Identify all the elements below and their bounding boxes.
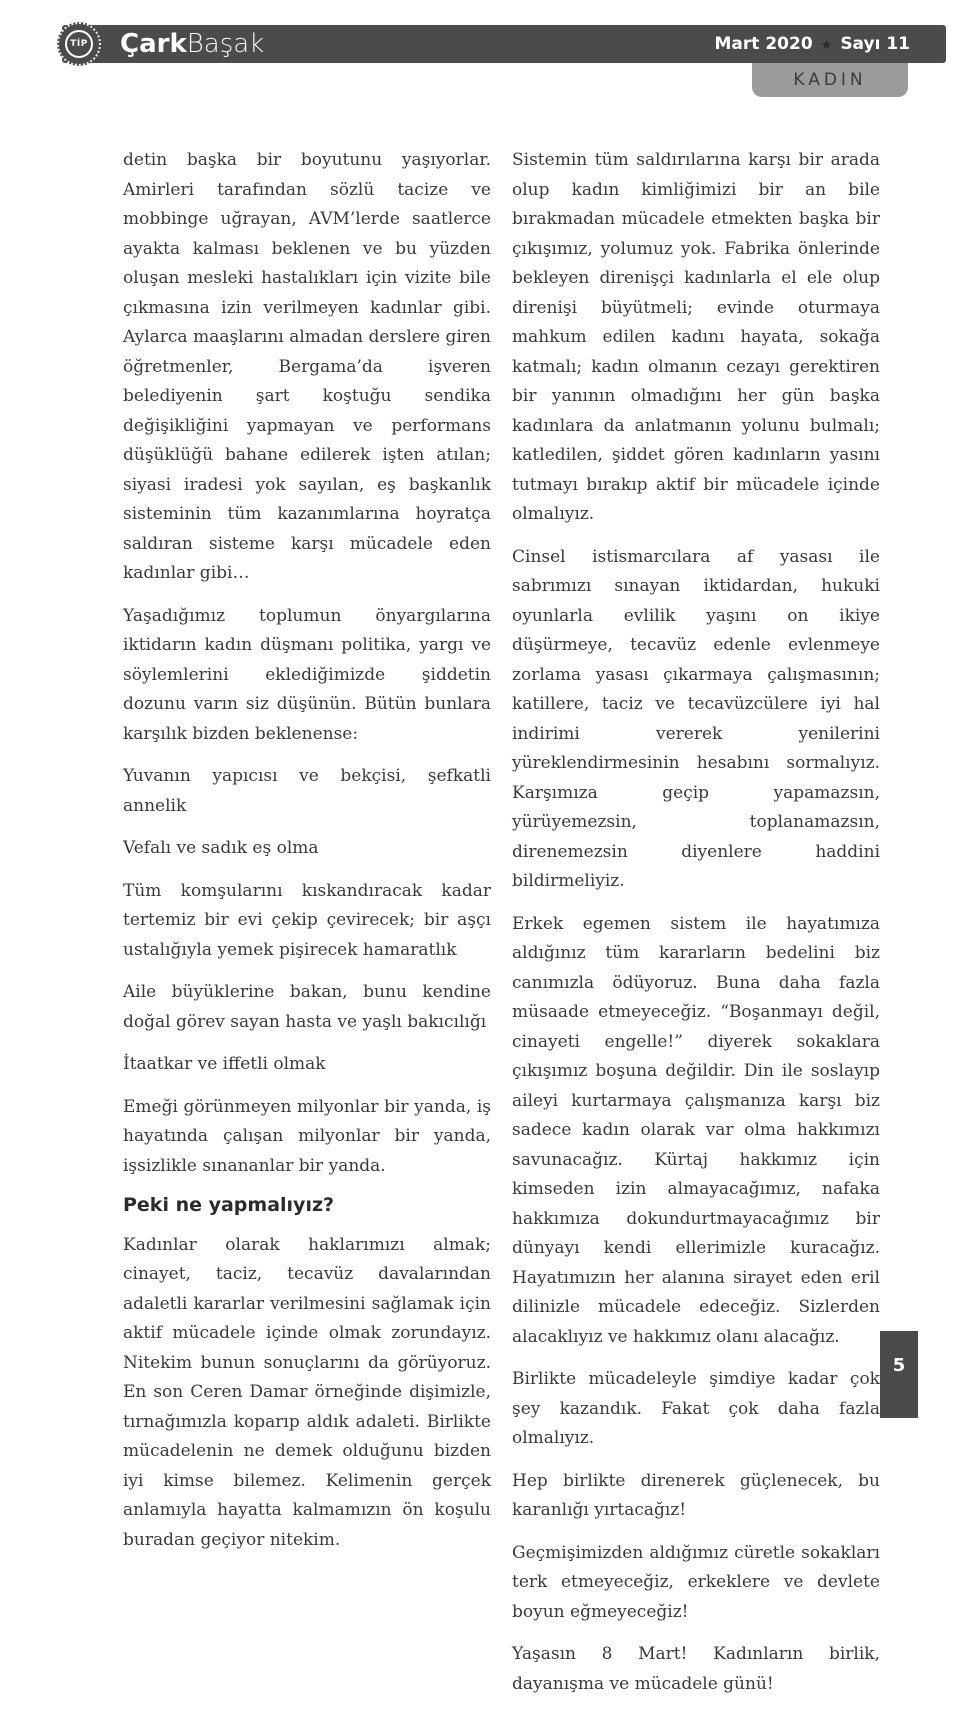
section-heading: Peki ne yapmalıyız? — [123, 1194, 335, 1216]
article-paragraph: Birlikte mücadeleyle şimdiye kadar çok şey kazandık. Fakat çok daha fazla olmalıyız. — [512, 1369, 880, 1448]
article-paragraph: detin başka bir boyutunu yaşıyorlar. Amirleri tarafından sözlü tacize ve mobbinge uğrayan, AVM’lerde saatlerce ayakta kalması beklenen ve bu yüzden oluşan mesleki hastalıkları için vizite bile çıkmasına izin verilmeyen kadınlar gibi. Aylarca maaşlarını almadan derslere giren öğretmenler, Bergama’da işveren belediyenin şart koştuğu sendika değişikliğini yapmayan ve performans düşüklüğü bahane edilerek işten atılan; siyasi iradesi yok sayılan, eş başkanlık sisteminin tüm kazanımlarına hoyratça saldıran sisteme karşı mücadele eden kadınlar gibi… — [123, 150, 491, 583]
article-paragraph: Tüm komşularını kıskandıracak kadar tertemiz bir evi çekip çevirecek; bir aşçı ustalığıyla yemek pişirecek hamaratlık — [123, 880, 491, 960]
logo-text: TİP — [65, 30, 93, 58]
issue-info — [715, 25, 910, 63]
article-paragraph: Yaşasın 8 Mart! Kadınların birlik, dayanışma ve mücadele günü! — [512, 1644, 880, 1694]
issue-date: Mart 2020 — [714, 34, 813, 54]
right-column — [512, 146, 880, 1712]
article-paragraph: Cinsel istismarcılara af yasası ile sabrımızı sınayan iktidardan, hukuki oyunlarla evlilik yaşını on ikiye düşürmeye, tecavüz edenle evlenmeye zorlama yasası çıkarmaya çalışmasının; katillere, taciz ve tecavüzcülere iyi hal indirimi vererek yenilerini yüreklendirmesinin hesabını sormalıyız. Karşımıza geçip yapamazsın, yürüyemezsin, toplanamazsın, direnemezsin diyenlere haddini bildirmeliyiz. — [512, 546, 880, 891]
article-paragraph: Emeği görünmeyen milyonlar bir yanda, iş hayatında çalışan milyonlar bir yanda, işsizlikle sınananlar bir yanda. — [123, 1096, 491, 1176]
article-paragraph: Kadınlar olarak haklarımızı almak; cinayet, taciz, tecavüz davalarından adaletli kararlar verilmesini sağlamak için aktif mücadele içinde olmak zorundayız. Nitekim bunun sonuçlarını da görüyoruz. En son Ceren Damar örneğinde dişimizle, tırnağımızla koparıp aldık adaleti. Birlikte mücadelenin ne demek olduğunu bizden iyi kimse bilemez. Kelimenin gerçek anlamıyla hayatta kalmamızın ön koşulu buradan geçiyor nitekim. — [123, 1234, 491, 1550]
section-tab-kadin: KADIN — [752, 63, 908, 97]
page-number: 5 — [892, 1355, 906, 1376]
page-number-marker — [880, 1331, 918, 1418]
publication-title — [120, 25, 264, 63]
tip-emblem-icon — [57, 22, 101, 66]
star-icon: ★ — [820, 37, 833, 53]
article-paragraph: Vefalı ve sadık eş olma — [123, 838, 319, 858]
article-paragraph: Yaşadığımız toplumun önyargılarına iktidarın kadın düşmanı politika, yargı ve söylemlerini eklediğimizde şiddetin dozunu varın siz düşünün. Bütün bunlara karşılık bizden beklenense: — [123, 605, 491, 744]
masthead-bar — [62, 25, 946, 63]
left-column — [123, 146, 491, 1712]
article-paragraph: Hep birlikte direnerek güçlenecek, bu karanlığı yırtacağız! — [512, 1470, 880, 1520]
article-paragraph: Erkek egemen sistem ile hayatımıza aldığınız tüm kararların bedelini biz canımızla ödüyoruz. Buna daha fazla müsaade etmeyeceğiz. “Boşanmayı değil, cinayeti engelle!” diyerek sokaklara çıkışımız boşuna değildir. Din ile soslayıp aileyi kurtarmaya çalışmanıza karşı biz sadece kadın olarak var olma hakkımızı savunacağız. Kürtaj hakkımız için kimseden izin almayacağımız, nafaka hakkımıza dokundurtmayacağımız bir dünyayı kendi ellerimizle kuracağız. Hayatımızın her alanına sirayet eden eril dilinizle mücadele edeceğiz. Sizlerden alacaklıyız ve hakkımız olanı alacağız. — [512, 913, 880, 1347]
publication-title-light: Başak — [186, 29, 265, 59]
issue-number: Sayı 11 — [840, 34, 910, 54]
publication-title-bold: Çark — [120, 29, 187, 59]
article-body — [123, 146, 880, 1712]
article-paragraph: İtaatkar ve iffetli olmak — [123, 1054, 326, 1074]
article-paragraph: Geçmişimizden aldığımız cüretle sokakları terk etmeyeceğiz, erkeklere ve devlete boyun eğmeyeceğiz! — [512, 1542, 880, 1622]
article-paragraph: Aile büyüklerine bakan, bunu kendine doğal görev sayan hasta ve yaşlı bakıcılığı — [123, 982, 491, 1032]
article-paragraph: Sistemin tüm saldırılarına karşı bir arada olup kadın kimliğimizi bir an bile bırakmadan mücadele etmekten başka bir çıkışımız, yolumuz yok. Fabrika önlerinde bekleyen direnişçi kadınlarla el ele olup direnişi büyütmeli; evinde oturmaya mahkum edilen kadını hayata, sokağa katmalı; kadın olmanın cezayı gerektiren bir yanının olmadığını her gün başka kadınlara da anlatmanın yolunu bulmalı; katledilen, şiddet gören kadınların yasını tutmayı bırakıp aktif bir mücadele içinde olmalıyız. — [512, 150, 880, 524]
article-paragraph: Yuvanın yapıcısı ve bekçisi, şefkatli annelik — [123, 766, 491, 816]
